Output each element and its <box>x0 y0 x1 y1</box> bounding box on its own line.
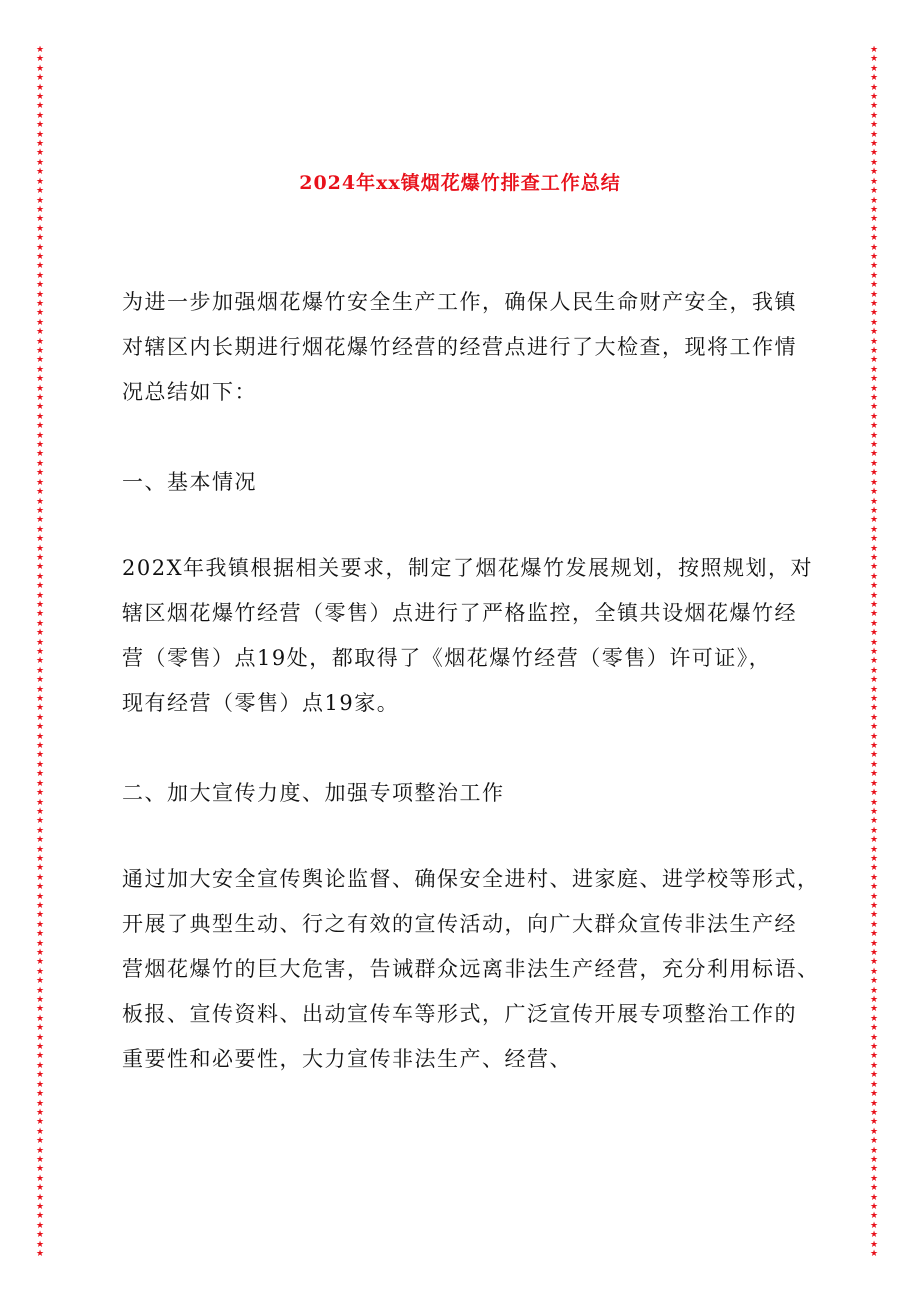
section2-paragraph <box>122 857 822 1082</box>
section1-line: 辖区烟花爆竹经营（零售）点进行了严格监控，全镇共设烟花爆竹经 <box>122 601 797 625</box>
right-star-border: ★ ★ ★ ★ ★ ★ ★ ★ ★ ★ ★ ★ ★ ★ ★ ★ ★ ★ ★ ★ ★ ★ ★ ★ ★ ★ ★ ★ ★ ★ ★ ★ ★ ★ ★ ★ ★ ★ ★ ★ ★ ★ ★ ★ ★ ★ ★ ★ ★ ★ ★ ★ ★ ★ ★ ★ ★ ★ ★ ★ ★ ★ ★ ★ ★ ★ ★ ★ ★ ★ ★ ★ ★ ★ ★ ★ ★ ★ ★ ★ ★ ★ ★ ★ ★ ★ ★ ★ ★ ★ ★ ★ ★ ★ ★ ★ ★ ★ ★ ★ ★ ★ ★ ★ ★ ★ ★ ★ ★ ★ ★ ★ ★ ★ ★ ★ ★ ★ ★ ★ ★ ★ ★ ★ ★ ★ ★ ★ ★ <box>869 46 879 1256</box>
section2-line: 营烟花爆竹的巨大危害，告诫群众远离非法生产经营，充分利用标语、 <box>122 957 820 981</box>
intro-line: 况总结如下： <box>122 380 257 404</box>
section1-line: 202X年我镇根据相关要求，制定了烟花爆竹发展规划，按照规划，对 <box>122 556 814 580</box>
section2-heading: 二、加大宣传力度、加强专项整治工作 <box>122 781 505 805</box>
section1-heading: 一、基本情况 <box>122 470 257 494</box>
section1-line: 现有经营（零售）点19家。 <box>122 691 400 715</box>
left-star-border: ★ ★ ★ ★ ★ ★ ★ ★ ★ ★ ★ ★ ★ ★ ★ ★ ★ ★ ★ ★ ★ ★ ★ ★ ★ ★ ★ ★ ★ ★ ★ ★ ★ ★ ★ ★ ★ ★ ★ ★ ★ ★ ★ ★ ★ ★ ★ ★ ★ ★ ★ ★ ★ ★ ★ ★ ★ ★ ★ ★ ★ ★ ★ ★ ★ ★ ★ ★ ★ ★ ★ ★ ★ ★ ★ ★ ★ ★ ★ ★ ★ ★ ★ ★ ★ ★ ★ ★ ★ ★ ★ ★ ★ ★ ★ ★ ★ ★ ★ ★ ★ ★ ★ ★ ★ ★ ★ ★ ★ ★ ★ ★ ★ ★ ★ ★ ★ ★ ★ ★ ★ ★ ★ ★ ★ ★ ★ ★ ★ <box>35 46 45 1256</box>
document-title: 2024年xx镇烟花爆竹排查工作总结 <box>299 172 621 194</box>
intro-paragraph <box>122 280 822 415</box>
section2-line: 通过加大安全宣传舆论监督、确保安全进村、进家庭、进学校等形式， <box>122 867 820 891</box>
section1-line: 营（零售）点19处，都取得了《烟花爆竹经营（零售）许可证》， <box>122 646 772 670</box>
section2-line: 重要性和必要性，大力宣传非法生产、经营、 <box>122 1047 572 1071</box>
section1-paragraph <box>122 546 822 726</box>
section2-line: 开展了典型生动、行之有效的宣传活动，向广大群众宣传非法生产经 <box>122 912 797 936</box>
section2-line: 板报、宣传资料、出动宣传车等形式，广泛宣传开展专项整治工作的 <box>122 1002 797 1026</box>
intro-line: 为进一步加强烟花爆竹安全生产工作，确保人民生命财产安全，我镇 <box>122 290 797 314</box>
intro-line: 对辖区内长期进行烟花爆竹经营的经营点进行了大检查，现将工作情 <box>122 335 797 359</box>
